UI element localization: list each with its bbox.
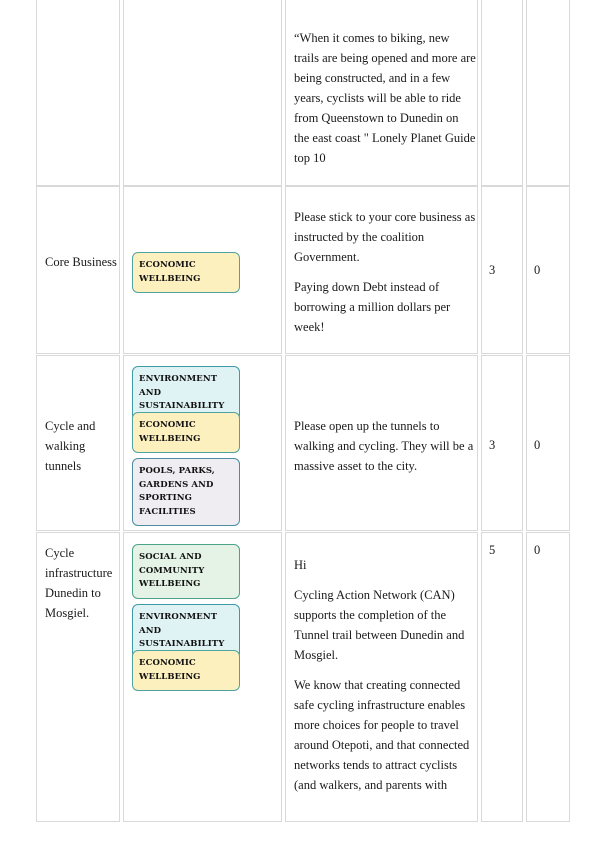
comment-cell — [285, 0, 478, 186]
comment-paragraph: Paying down Debt instead of borrowing a million dollars per week! — [294, 280, 451, 334]
support-count-cell — [481, 355, 523, 531]
table-row — [36, 186, 541, 354]
support-count-cell — [481, 0, 523, 186]
comment-paragraph: Please stick to your core business as instructed by the coalition Government. — [294, 210, 476, 264]
oppose-count: 0 — [534, 438, 541, 452]
tag-environment-sustainability[interactable]: ENVIRONMENT AND SUSTAINABILITY — [132, 366, 240, 421]
tag-social-community-wellbeing[interactable]: SOCIAL AND COMMUNITY WELLBEING — [132, 544, 240, 599]
title-cell — [36, 355, 120, 531]
tag-economic-wellbeing[interactable]: ECONOMIC WELLBEING — [132, 650, 240, 691]
title-cell — [36, 532, 120, 822]
submission-title: Cycle infrastructure Dunedin to Mosgiel. — [45, 546, 113, 620]
tag-environment-sustainability[interactable]: ENVIRONMENT AND SUSTAINABILITY — [132, 604, 240, 659]
comment-cell — [285, 532, 478, 822]
oppose-count-cell — [526, 0, 570, 186]
comment-paragraph: Cycling Action Network (CAN) supports the completion of the Tunnel trail between Dunedin and Mosgiel. — [294, 588, 465, 662]
oppose-count-cell — [526, 355, 570, 531]
tags-cell — [123, 532, 282, 822]
comment-paragraph: “When it comes to biking, new trails are being opened and more are being constructed, and in a few years, cyclists will be able to ride from Queenstown to Dunedin on the east coast " Lonely Planet Guide top 10 — [294, 31, 476, 165]
support-count-cell — [481, 186, 523, 354]
table-row — [36, 0, 534, 186]
support-count: 5 — [489, 543, 496, 557]
submission-title: Core Business — [45, 255, 117, 269]
tags-cell — [123, 186, 282, 354]
title-cell — [36, 186, 120, 354]
submission-title: Cycle and walking tunnels — [45, 419, 96, 473]
comment-cell — [285, 186, 478, 354]
table-row — [36, 532, 541, 822]
oppose-count-cell — [526, 186, 570, 354]
tags-cell — [123, 0, 282, 186]
comment-cell — [285, 355, 478, 531]
support-count: 3 — [489, 263, 496, 277]
oppose-count: 0 — [534, 543, 541, 557]
tag-pools-parks-gardens[interactable]: POOLS, PARKS, GARDENS AND SPORTING FACILITIES — [132, 458, 240, 526]
support-count-cell — [481, 532, 523, 822]
title-cell — [36, 0, 120, 186]
table-row — [36, 355, 541, 531]
comment-paragraph: Please open up the tunnels to walking and cycling. They will be a massive asset to the city. — [294, 419, 474, 473]
oppose-count: 0 — [534, 263, 541, 277]
oppose-count-cell — [526, 532, 570, 822]
comment-paragraph: Hi — [294, 558, 307, 572]
support-count: 3 — [489, 438, 496, 452]
tag-economic-wellbeing[interactable]: ECONOMIC WELLBEING — [132, 412, 240, 453]
tags-cell — [123, 355, 282, 531]
tag-economic-wellbeing[interactable]: ECONOMIC WELLBEING — [132, 252, 240, 293]
comment-paragraph: We know that creating connected safe cycling infrastructure enables more choices for people to travel around Otepoti, and that connected networks tends to attract cyclists (and walkers, and parents with — [294, 678, 470, 792]
